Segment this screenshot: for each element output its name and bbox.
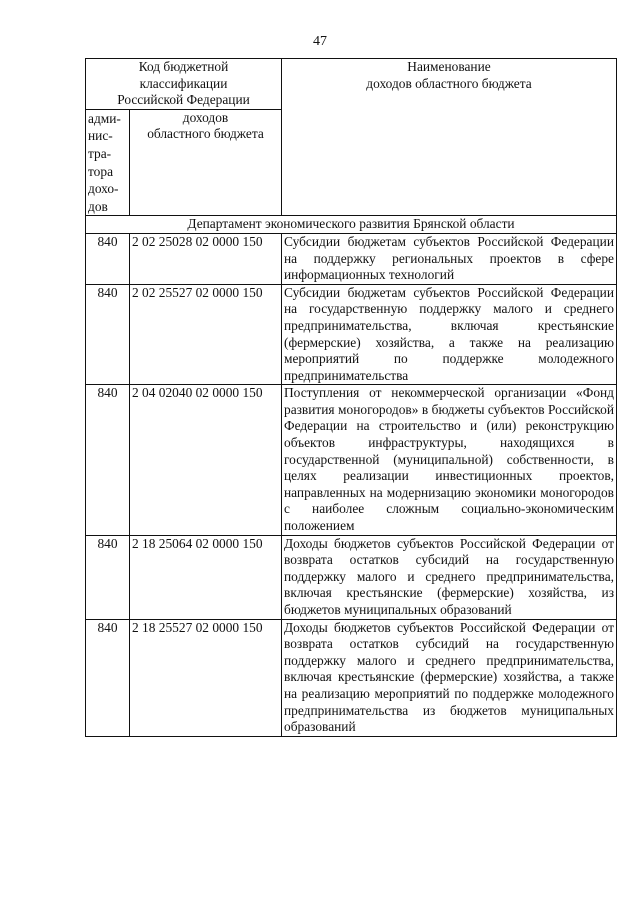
income-name: Субсидии бюджетам субъектов Российской Федерации на государственную поддержку малого и среднего предпринимательства, включая крестьянские (фермерские) хозяйства, а также на реализацию мероприятий по поддержке молодежного предпринимательства: [282, 284, 617, 385]
department-row: [86, 216, 617, 234]
header-line: доходов: [182, 109, 229, 125]
budget-code: 2 02 25028 02 0000 150: [130, 233, 282, 284]
header-line: Российской Федерации: [117, 92, 250, 108]
header-line: дов: [88, 198, 108, 214]
table-row: [86, 619, 617, 736]
table-row: [86, 535, 617, 619]
header-line: адми-: [88, 110, 121, 126]
header-budget-code-group: [86, 59, 282, 110]
income-name: Субсидии бюджетам субъектов Российской Федерации на поддержку региональных проектов в сфере информационных технологий: [282, 233, 617, 284]
administrator-code: 840: [86, 619, 130, 736]
table-row: [86, 284, 617, 385]
table-header-row-1: [86, 59, 617, 110]
administrator-code: 840: [86, 284, 130, 385]
table-row: [86, 233, 617, 284]
header-line: дохо-: [88, 181, 119, 197]
table-row: [86, 385, 617, 535]
header-line: доходов областного бюджета: [366, 75, 532, 91]
page-number: 47: [313, 34, 327, 49]
income-name: Доходы бюджетов субъектов Российской Федерации от возврата остатков субсидий на государственную поддержку малого и среднего предпринимательства, включая крестьянские (фермерские) хозяйства, а также на реализацию мероприятий по поддержке молодежного предпринимательства из бюджетов муниципальных образований: [282, 619, 617, 736]
header-administrator: [86, 109, 130, 216]
header-regional-income: [130, 109, 282, 216]
administrator-code: 840: [86, 385, 130, 535]
budget-code: 2 18 25064 02 0000 150: [130, 535, 282, 619]
header-line: Наименование: [407, 59, 491, 74]
administrator-code: 840: [86, 535, 130, 619]
income-name: Поступления от некоммерческой организации «Фонд развития моногородов» в бюджеты субъектов Российской Федерации на строительство и (или) реконструкцию объектов инфраструктуры, находящихся в государственной (муниципальной) собственности, в целях реализации инвестиционных проектов, направленных на модернизацию экономики моногородов с наиболее сложным социально-экономическим положением: [282, 385, 617, 535]
budget-code: 2 04 02040 02 0000 150: [130, 385, 282, 535]
header-line: областного бюджета: [147, 126, 264, 142]
budget-classification-table: [85, 58, 617, 737]
header-line: тора: [88, 163, 114, 179]
administrator-code: 840: [86, 233, 130, 284]
header-line: классификации: [139, 75, 228, 91]
income-name: Доходы бюджетов субъектов Российской Федерации от возврата остатков субсидий на государственную поддержку малого и среднего предпринимательства, включая крестьянские (фермерские) хозяйства, из бюджетов муниципальных образований: [282, 535, 617, 619]
budget-code: 2 18 25527 02 0000 150: [130, 619, 282, 736]
header-line: нис-: [88, 128, 113, 144]
header-income-name: [282, 59, 617, 216]
header-line: тра-: [88, 145, 112, 161]
department-title: Департамент экономического развития Брянской области: [86, 216, 617, 234]
header-line: Код бюджетной: [138, 59, 229, 74]
budget-code: 2 02 25527 02 0000 150: [130, 284, 282, 385]
